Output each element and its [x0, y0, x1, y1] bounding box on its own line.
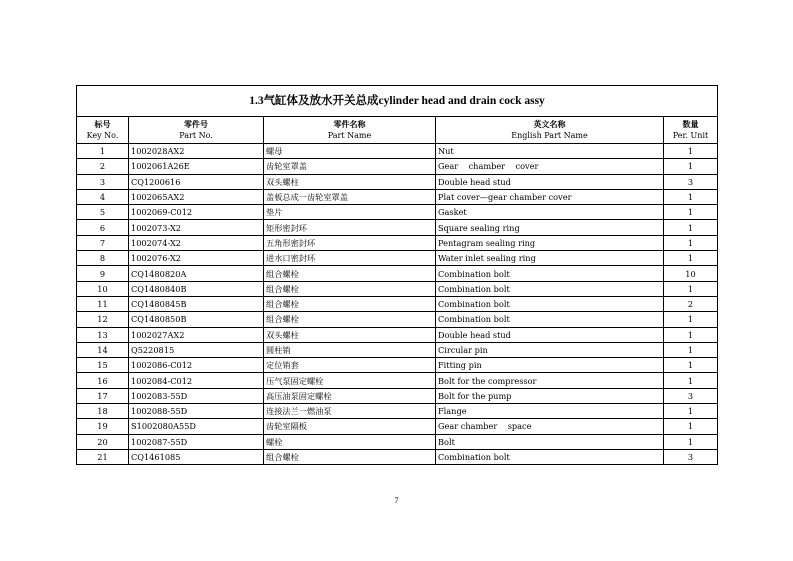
part-name-cell: 螺栓: [264, 434, 436, 449]
part-no-cell: 1002074-X2: [129, 235, 264, 250]
table-row: [77, 251, 718, 266]
table-row: [77, 358, 718, 373]
table-row: [77, 189, 718, 204]
part-name-cell: 螺母: [264, 144, 436, 159]
quantity-cell: 1: [664, 235, 718, 250]
part-name-cell: 盖板总成一齿轮室罩盖: [264, 189, 436, 204]
english-name-cell: Bolt for the pump: [436, 388, 664, 403]
column-header: [129, 117, 264, 144]
english-name-cell: Nut: [436, 144, 664, 159]
key-no-cell: 11: [77, 296, 129, 311]
quantity-cell: 3: [664, 388, 718, 403]
column-header: [436, 117, 664, 144]
quantity-cell: 1: [664, 189, 718, 204]
column-header: [664, 117, 718, 144]
table-row: [77, 235, 718, 250]
quantity-cell: 1: [664, 434, 718, 449]
column-header: [77, 117, 129, 144]
key-no-cell: 3: [77, 174, 129, 189]
key-no-cell: 16: [77, 373, 129, 388]
part-no-cell: CQ1461085: [129, 449, 264, 464]
key-no-cell: 6: [77, 220, 129, 235]
english-name-cell: Pentagram sealing ring: [436, 235, 664, 250]
table-row: [77, 144, 718, 159]
key-no-cell: 20: [77, 434, 129, 449]
english-name-cell: Square sealing ring: [436, 220, 664, 235]
column-header-en: Per. Unit: [672, 131, 709, 140]
quantity-cell: 3: [664, 449, 718, 464]
key-no-cell: 7: [77, 235, 129, 250]
part-name-cell: 组合螺栓: [264, 266, 436, 281]
english-name-cell: Water inlet sealing ring: [436, 251, 664, 266]
key-no-cell: 19: [77, 419, 129, 434]
english-name-cell: Combination bolt: [436, 449, 664, 464]
part-no-cell: CQ1480840B: [129, 281, 264, 296]
english-name-cell: Combination bolt: [436, 296, 664, 311]
part-no-cell: 1002069-C012: [129, 205, 264, 220]
english-name-cell: Double head stud: [436, 327, 664, 342]
table-row: [77, 312, 718, 327]
table-row: [77, 159, 718, 174]
key-no-cell: 17: [77, 388, 129, 403]
quantity-cell: 1: [664, 281, 718, 296]
part-name-cell: 连接法兰一燃油泵: [264, 404, 436, 419]
part-no-cell: 1002065AX2: [129, 189, 264, 204]
quantity-cell: 1: [664, 312, 718, 327]
part-no-cell: 1002083-55D: [129, 388, 264, 403]
part-no-cell: 1002061A26E: [129, 159, 264, 174]
part-no-cell: Q5220815: [129, 342, 264, 357]
english-name-cell: Combination bolt: [436, 312, 664, 327]
part-name-cell: 组合螺栓: [264, 281, 436, 296]
column-header-en: Part No.: [179, 131, 213, 140]
quantity-cell: 1: [664, 327, 718, 342]
table-body: [77, 144, 718, 465]
quantity-cell: 2: [664, 296, 718, 311]
table-row: [77, 373, 718, 388]
english-name-cell: Flange: [436, 404, 664, 419]
part-name-cell: 双头螺柱: [264, 174, 436, 189]
part-no-cell: CQ1480820A: [129, 266, 264, 281]
quantity-cell: 1: [664, 251, 718, 266]
column-header-en: Key No.: [86, 131, 119, 140]
column-header-en: English Part Name: [511, 131, 588, 140]
key-no-cell: 4: [77, 189, 129, 204]
part-no-cell: 1002084-C012: [129, 373, 264, 388]
english-name-cell: Fitting pin: [436, 358, 664, 373]
table-row: [77, 327, 718, 342]
column-header-zh: 标号: [94, 119, 111, 129]
table-row: [77, 449, 718, 464]
header-row: [77, 117, 718, 144]
english-name-cell: Bolt for the compressor: [436, 373, 664, 388]
quantity-cell: 1: [664, 373, 718, 388]
key-no-cell: 18: [77, 404, 129, 419]
part-name-cell: 组合螺栓: [264, 312, 436, 327]
part-no-cell: 1002088-55D: [129, 404, 264, 419]
part-no-cell: CQ1480845B: [129, 296, 264, 311]
english-name-cell: Plat cover—gear chamber cover: [436, 189, 664, 204]
column-header-zh: 数量: [682, 119, 699, 129]
part-no-cell: S1002080A55D: [129, 419, 264, 434]
part-no-cell: 1002076-X2: [129, 251, 264, 266]
part-name-cell: 垫片: [264, 205, 436, 220]
quantity-cell: 1: [664, 358, 718, 373]
quantity-cell: 1: [664, 404, 718, 419]
table-row: [77, 174, 718, 189]
quantity-cell: 1: [664, 419, 718, 434]
part-no-cell: 1002086-C012: [129, 358, 264, 373]
english-name-cell: Gear chamber cover: [436, 159, 664, 174]
english-name-cell: Double head stud: [436, 174, 664, 189]
column-header-zh: 英文名称: [533, 119, 566, 129]
table-row: [77, 434, 718, 449]
key-no-cell: 8: [77, 251, 129, 266]
column-header-zh: 零件名称: [333, 119, 366, 129]
part-name-cell: 五角形密封环: [264, 235, 436, 250]
column-header-zh: 零件号: [184, 119, 208, 129]
part-name-cell: 高压油泵固定螺栓: [264, 388, 436, 403]
key-no-cell: 13: [77, 327, 129, 342]
part-name-cell: 齿轮室罩盖: [264, 159, 436, 174]
quantity-cell: 1: [664, 220, 718, 235]
table-row: [77, 205, 718, 220]
quantity-cell: 10: [664, 266, 718, 281]
english-name-cell: Bolt: [436, 434, 664, 449]
table-row: [77, 266, 718, 281]
key-no-cell: 12: [77, 312, 129, 327]
table-row: [77, 296, 718, 311]
part-name-cell: 圆柱销: [264, 342, 436, 357]
key-no-cell: 1: [77, 144, 129, 159]
key-no-cell: 21: [77, 449, 129, 464]
page-number: 7: [394, 496, 399, 505]
part-no-cell: 1002073-X2: [129, 220, 264, 235]
column-header-en: Part Name: [327, 131, 372, 140]
part-no-cell: CQ1200616: [129, 174, 264, 189]
part-name-cell: 矩形密封环: [264, 220, 436, 235]
parts-table: [76, 85, 718, 465]
key-no-cell: 14: [77, 342, 129, 357]
key-no-cell: 10: [77, 281, 129, 296]
english-name-cell: Circular pin: [436, 342, 664, 357]
part-name-cell: 进水口密封环: [264, 251, 436, 266]
part-no-cell: CQ1480850B: [129, 312, 264, 327]
table-row: [77, 342, 718, 357]
part-name-cell: 组合螺栓: [264, 296, 436, 311]
key-no-cell: 2: [77, 159, 129, 174]
table-row: [77, 404, 718, 419]
part-no-cell: 1002028AX2: [129, 144, 264, 159]
english-name-cell: Combination bolt: [436, 266, 664, 281]
quantity-cell: 1: [664, 205, 718, 220]
table-title: 1.3气缸体及放水开关总成cylinder head and drain cock assy: [77, 86, 718, 117]
key-no-cell: 5: [77, 205, 129, 220]
part-no-cell: 1002027AX2: [129, 327, 264, 342]
english-name-cell: Combination bolt: [436, 281, 664, 296]
part-name-cell: 双头螺柱: [264, 327, 436, 342]
table-row: [77, 419, 718, 434]
quantity-cell: 1: [664, 144, 718, 159]
part-no-cell: 1002087-55D: [129, 434, 264, 449]
english-name-cell: Gear chamber space: [436, 419, 664, 434]
part-name-cell: 定位销套: [264, 358, 436, 373]
column-header: [264, 117, 436, 144]
table-row: [77, 281, 718, 296]
part-name-cell: 齿轮室隔板: [264, 419, 436, 434]
quantity-cell: 3: [664, 174, 718, 189]
english-name-cell: Gasket: [436, 205, 664, 220]
part-name-cell: 压气泵固定螺栓: [264, 373, 436, 388]
quantity-cell: 1: [664, 342, 718, 357]
part-name-cell: 组合螺栓: [264, 449, 436, 464]
key-no-cell: 9: [77, 266, 129, 281]
table-row: [77, 220, 718, 235]
key-no-cell: 15: [77, 358, 129, 373]
quantity-cell: 1: [664, 159, 718, 174]
table-row: [77, 388, 718, 403]
